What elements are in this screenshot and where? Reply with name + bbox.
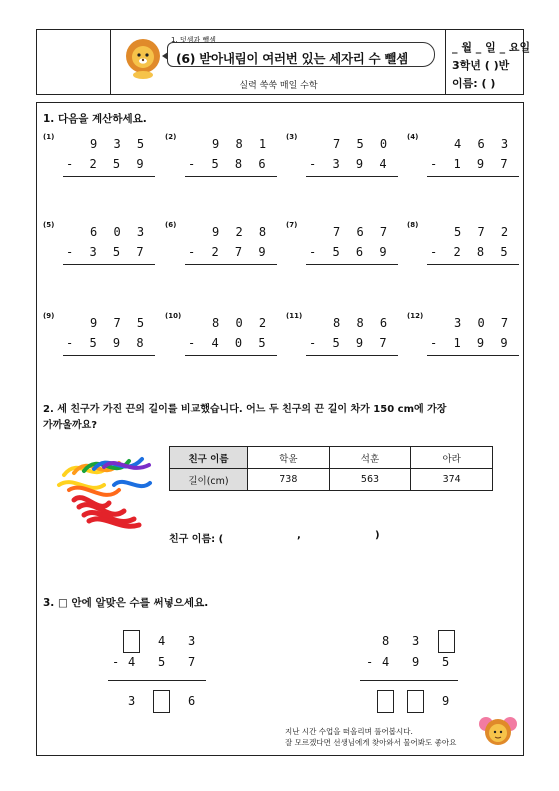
header-friend-name: 친구 이름 [170, 447, 248, 469]
table-cell-name: 석훈 [329, 447, 411, 469]
minuend: 8 0 2 [212, 316, 271, 330]
length-table [169, 446, 493, 491]
table-cell-name: 학윤 [248, 447, 330, 469]
footer-line-1: 지난 시간 수업을 떠올리며 풀어봅시다. [285, 727, 413, 736]
problem-number: (1) [43, 133, 55, 141]
date-field[interactable]: _ 월 _ 일 _ 요일 [452, 41, 531, 54]
subtrahend: - 2 7 9 [188, 245, 271, 259]
table-header-row [170, 447, 493, 469]
answer-rule [306, 176, 398, 177]
subtrahend: - 3 9 4 [309, 157, 392, 171]
subtrahend: - 1 9 7 [430, 157, 513, 171]
worksheet-body [36, 102, 524, 756]
problem-number: (9) [43, 312, 55, 320]
minuend: 3 0 7 [454, 316, 513, 330]
worksheet-header [36, 29, 531, 95]
digit: 3 [188, 634, 196, 648]
mascot-character-icon [478, 715, 518, 749]
minuend: 9 8 1 [212, 137, 271, 151]
answer-rule [427, 355, 519, 356]
series-subtitle: 실력 쑥쑥 매일 수학 [239, 81, 318, 91]
answer-rule [427, 176, 519, 177]
answer-rule [63, 176, 155, 177]
problem-number: (11) [286, 312, 303, 320]
digit: 6 [188, 694, 196, 708]
table-cell-length: 738 [248, 469, 330, 491]
answer-rule [427, 264, 519, 265]
answer-rule [185, 264, 277, 265]
problem-number: (4) [407, 133, 419, 141]
problem-number: (3) [286, 133, 298, 141]
header-info-cell [446, 30, 531, 94]
minuend: 6 0 3 [90, 225, 149, 239]
answer-comma: , [297, 530, 301, 541]
answer-area[interactable] [427, 179, 519, 199]
subtrahend: - 1 9 9 [430, 336, 513, 350]
answer-area[interactable] [185, 179, 277, 199]
answer-rule [185, 355, 277, 356]
minus-sign: - [112, 655, 120, 669]
answer-area[interactable] [63, 267, 155, 287]
subtrahend: - 5 8 6 [188, 157, 271, 171]
digit: 5 [158, 655, 166, 669]
class-field[interactable]: 3학년 ( )반 [452, 59, 510, 72]
minuend: 8 8 6 [333, 316, 392, 330]
blank-box[interactable] [377, 690, 394, 713]
digit: 7 [188, 655, 196, 669]
answer-area[interactable] [306, 358, 398, 378]
answer-rule [185, 176, 277, 177]
minuend: 7 6 7 [333, 225, 392, 239]
lion-mascot-icon [121, 36, 165, 80]
minuend: 4 6 3 [454, 137, 513, 151]
answer-area[interactable] [185, 358, 277, 378]
answer-label: 친구 이름: ( [169, 534, 224, 545]
digit: 5 [442, 655, 450, 669]
answer-rule [63, 355, 155, 356]
minuend: 9 7 5 [90, 316, 149, 330]
problem-number: (6) [165, 221, 177, 229]
blank-box[interactable] [123, 630, 140, 653]
header-length: 길이(cm) [170, 469, 248, 491]
answer-blank-1[interactable] [235, 528, 290, 544]
subtrahend: - 5 6 9 [309, 245, 392, 259]
digit: 3 [128, 694, 136, 708]
digit: 4 [382, 655, 390, 669]
subtrahend: - 3 5 7 [66, 245, 149, 259]
answer-close: ) [375, 530, 380, 541]
problem-number: (2) [165, 133, 177, 141]
worksheet-title: (6) 받아내림이 여러번 있는 세자리 수 뺄셈 [167, 42, 435, 67]
digit: 9 [442, 694, 450, 708]
answer-rule [108, 680, 206, 681]
header-left-cell [37, 30, 111, 94]
answer-area[interactable] [427, 358, 519, 378]
problem-number: (10) [165, 312, 182, 320]
q2-line1: 2. 세 친구가 가진 끈의 길이를 비교했습니다. 어느 두 친구의 끈 길이 차가 150 cm에 가장 [43, 404, 447, 415]
subtrahend: - 5 9 7 [309, 336, 392, 350]
digit: 3 [412, 634, 420, 648]
table-length-row [170, 469, 493, 491]
minus-sign: - [366, 655, 374, 669]
answer-rule [306, 355, 398, 356]
blank-box[interactable] [438, 630, 455, 653]
answer-area[interactable] [63, 179, 155, 199]
table-cell-length: 374 [411, 469, 493, 491]
digit: 9 [412, 655, 420, 669]
q1-heading: 1. 다음을 계산하세요. [43, 113, 147, 125]
answer-blank-2[interactable] [305, 528, 370, 544]
subtrahend: - 2 5 9 [66, 157, 149, 171]
q3-heading: 3. □ 안에 알맞은 수를 써넣으세요. [43, 597, 209, 609]
answer-area[interactable] [63, 358, 155, 378]
answer-rule [63, 264, 155, 265]
problem-number: (8) [407, 221, 419, 229]
blank-box[interactable] [407, 690, 424, 713]
answer-area[interactable] [306, 267, 398, 287]
answer-area[interactable] [427, 267, 519, 287]
minuend: 9 3 5 [90, 137, 149, 151]
digit: 4 [128, 655, 136, 669]
answer-rule [306, 264, 398, 265]
table-cell-name: 아라 [411, 447, 493, 469]
subtrahend: - 5 9 8 [66, 336, 149, 350]
name-field[interactable]: 이름: ( ) [452, 77, 496, 90]
table-cell-length: 563 [329, 469, 411, 491]
unit-label: 1. 덧셈과 뺄셈 [171, 36, 216, 44]
footer-line-2: 잘 모르겠다면 선생님에게 찾아와서 물어봐도 좋아요 [285, 738, 457, 747]
digit: 4 [158, 634, 166, 648]
digit: 8 [382, 634, 390, 648]
minuend: 7 5 0 [333, 137, 392, 151]
subtrahend: - 2 8 5 [430, 245, 513, 259]
answer-rule [360, 680, 458, 681]
problem-number: (12) [407, 312, 424, 320]
answer-area[interactable] [185, 267, 277, 287]
subtrahend: - 4 0 5 [188, 336, 271, 350]
colorful-strings-image [54, 445, 154, 531]
problem-number: (7) [286, 221, 298, 229]
minuend: 5 7 2 [454, 225, 513, 239]
header-title-cell [111, 30, 446, 94]
minuend: 9 2 8 [212, 225, 271, 239]
q2-line2: 가까울까요? [43, 420, 98, 431]
answer-area[interactable] [306, 179, 398, 199]
blank-box[interactable] [153, 690, 170, 713]
problem-number: (5) [43, 221, 55, 229]
